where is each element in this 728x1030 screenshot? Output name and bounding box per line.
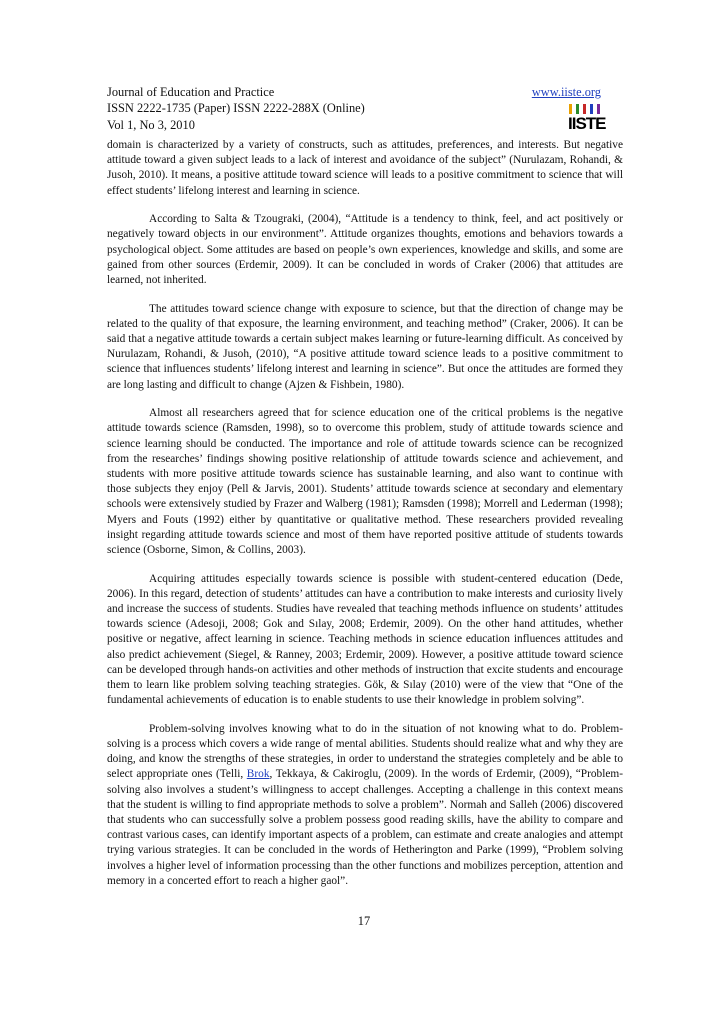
- article-body: [107, 138, 623, 889]
- logo-bar: [590, 104, 593, 114]
- citation-link-brok[interactable]: Brok: [246, 768, 270, 781]
- logo-bar: [597, 104, 600, 114]
- paragraph-text: Problem-solving involves knowing what to do in the situation of not knowing what to do. Problem-solving is a process which covers a wide range of mental abilities. Students should realize what and why they are doing, and know the strengths of these strategies, in order to understand the strategies completely and be able to select appropriate ones (Telli,: [107, 722, 623, 781]
- issn-line: ISSN 2222-1735 (Paper) ISSN 2222-288X (Online): [107, 101, 365, 116]
- paragraph: According to Salta & Tzougraki, (2004), “Attitude is a tendency to think, feel, and act positively or negatively toward objects in our environment”. Attitude organizes thoughts, emotions and behaviors towards a psychological object. Some attitudes are based on people’s own experiences, knowledge and skills, and some are gained from other sources (Erdemir, 2009). It can be concluded in words of Craker (2006) that attitudes are learned, not inherited.: [107, 213, 623, 287]
- journal-url-link[interactable]: www.iiste.org: [531, 85, 601, 99]
- paragraph: Acquiring attitudes especially towards science is possible with student-centered education (Dede, 2006). In this regard, detection of students’ attitudes can have a contribution to make interests and curiosity lively and increase the success of students. Studies have revealed that teaching methods influence on students’ attitudes towards science (Adesoji, 2008; Gok and Sılay, 2008; Erdemir, 2009). On the other hand attitudes, whether positive or negative, affect learning in science. Teaching methods in science education influences attitudes and also predict achievement (Siegel, & Ranney, 2003; Erdemir, 2009). However, a positive attitude toward science can be developed through hands-on activities and other methods of instruction that excite students and encourage them to learn like problem solving teaching strategies. Gök, & Sılay (2010) were of the view that “One of the fundamental achievements of education is to enable students to use their knowledge in problem solving”.: [107, 572, 623, 707]
- paragraph: [107, 722, 623, 889]
- paragraph: The attitudes toward science change with exposure to science, but that the direction of change may be related to the quality of that exposure, the learning environment, and teaching method” (Craker, 2006). It can be said that a negative attitude towards a certain subject makes learning or future-learning difficult. As conceived by Nurulazam, Rohandi, & Jusoh, (2010), “A positive attitude toward science leads to a positive commitment to science that influences students’ lifelong interest and learning in science”. But once the attitudes are formed they are long lasting and difficult to change (Ajzen & Fishbein, 1980).: [107, 302, 623, 391]
- logo-bar: [569, 104, 572, 114]
- logo-bar: [583, 104, 586, 114]
- volume-line: Vol 1, No 3, 2010: [107, 117, 195, 132]
- iiste-logo: [567, 104, 606, 134]
- journal-title: Journal of Education and Practice: [107, 85, 275, 99]
- paragraph: Almost all researchers agreed that for science education one of the critical problems is the negative attitude towards science (Ramsden, 1998), so to overcome this problem, study of attitude towards science and science learning should be conducted. The importance and role of attitude towards science can be recognized from the researches’ findings showing positive relationship of attitude towards science and achievement, and students with more positive attitude towards science has sustainable learning, and also want to continue with those subjects they enjoy (Pell & Jarvis, 2001). Students’ attitude towards science at secondary and elementary schools were extensively studied by Frazer and Walberg (1981); Ramsden (1998); Morrell and Lederman (1998); Myers and Fouts (1992) either by quantitative or qualitative method. These researchers provided revealing insight regarding attitude towards science and most of them have reported positive attitude of students towards science (Osborne, Simon, & Collins, 2003).: [107, 407, 623, 557]
- page-number: 17: [357, 914, 371, 928]
- paragraph: domain is characterized by a variety of constructs, such as attitudes, preferences, and interests. But negative attitude toward a given subject leads to a lack of interest and avoidance of the subject” (Nurulazam, Rohandi, & Jusoh, 2010). It means, a positive attitude toward science will leads to a positive commitment to science that will effect students’ lifelong interest and learning in science.: [107, 139, 623, 197]
- logo-wordmark: IISTE: [568, 114, 606, 133]
- paragraph-text: , Tekkaya, & Cakiroglu, (2009). In the words of Erdemir, (2009), “Problem-solving also involves a student’s willingness to accept challenges. Accepting a challenge in this context means that the student is willing to find appropriate methods to solve a problem”. Normah and Salleh (2006) discovered that students who can successfully solve a problem possess good reading skills, have the ability to compare and contrast various cases, can identify important aspects of a problem, can estimate and create analogies and attempt trying various strategies. It can be concluded in the words of Hetherington and Parke (1999), “Problem solving involves a higher level of information processing than the other functions and mobilizes perception, attention and memory in a concerted effort to reach a higher gaol”.: [107, 768, 623, 887]
- logo-bar: [576, 104, 579, 114]
- journal-header: [107, 84, 627, 133]
